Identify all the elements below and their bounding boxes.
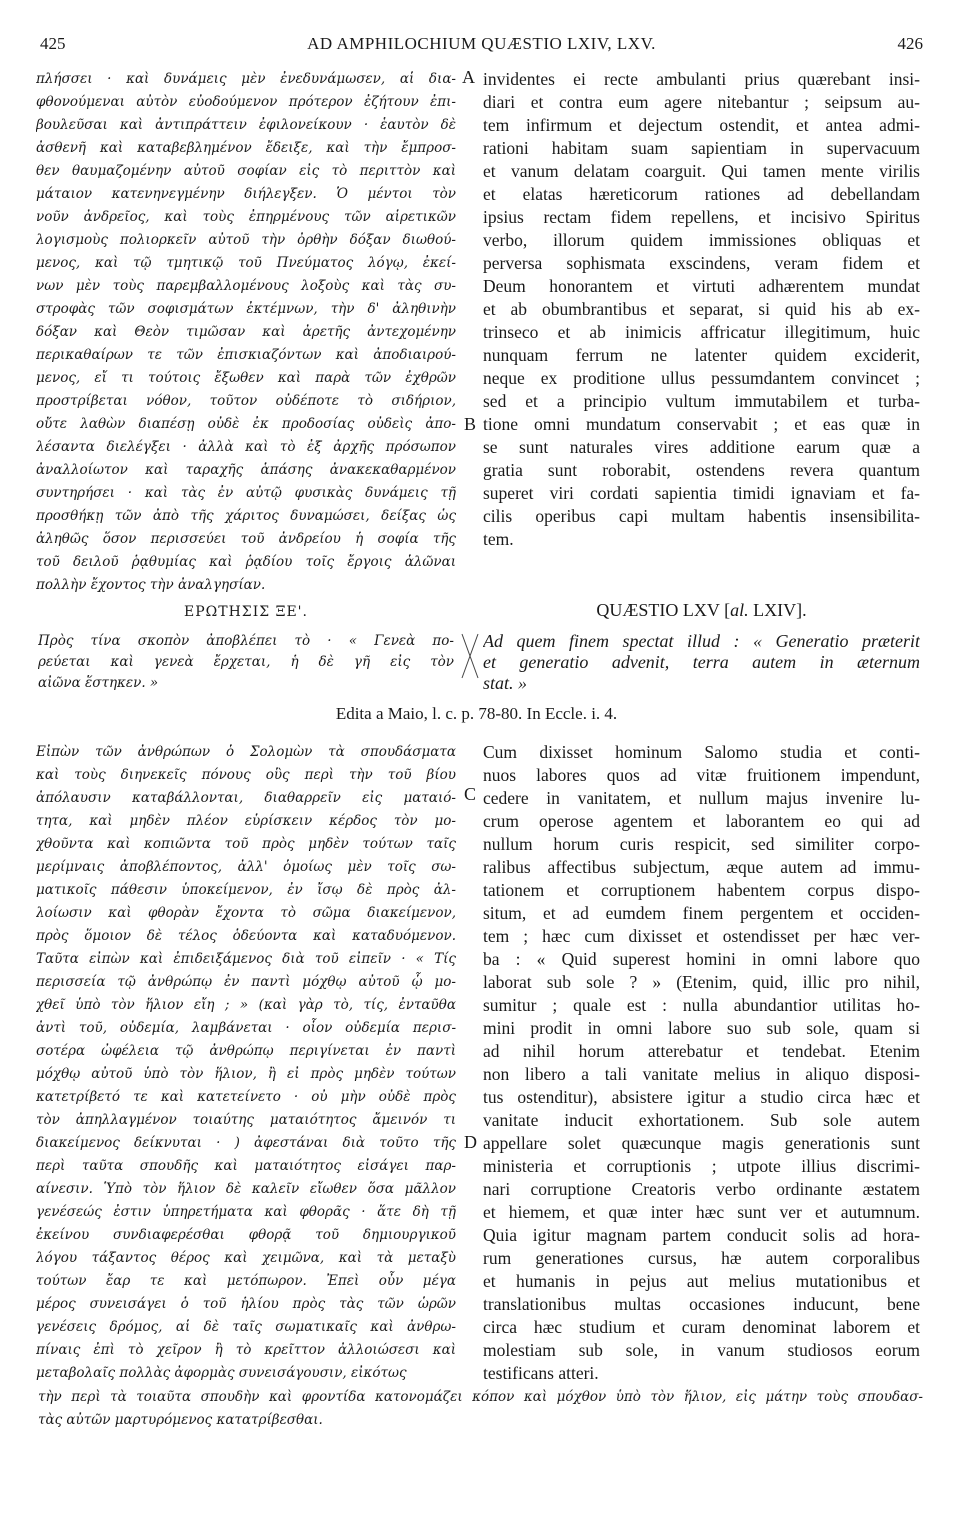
- margin-letter-a: A: [462, 67, 475, 87]
- text-line: rum generationes cursus, hæ autem corporalibus: [483, 1248, 920, 1268]
- text-line: Cum dixisset hominum Salomo studia et conti-: [483, 742, 920, 762]
- text-line: ἀπόλαυσιν καταβάλλονται, διαθαρρεῖν εἰς ματαιό-: [36, 790, 456, 806]
- text-line: translationibus multas occasiones inducunt, bene: [483, 1294, 920, 1314]
- text-line: cilis operibus capi multam habentis insensibilita-: [483, 506, 920, 526]
- text-line: Εἰπὼν τῶν ἀνθρώπων ὁ Σολομὼν τὰ σπουδάσματα: [36, 744, 456, 760]
- margin-letter-c: C: [464, 784, 477, 804]
- text-line: ματικοῖς πάθεσιν ὑποκείμενον, ἐν ἴσῳ δὲ πρὸς ἀλ-: [36, 882, 456, 898]
- running-header: [40, 34, 923, 64]
- text-line: non libero a tali vanitate melius in aliquo disposi-: [483, 1064, 920, 1084]
- text-line: πίναις ἐπὶ τὸ χεῖρον ἢ τὸ κρεῖττον ἀλλοιώσεσι καὶ: [36, 1342, 456, 1358]
- text-line: et ab obumbrantibus et separat, si quid his ab ex-: [483, 299, 920, 319]
- text-line: ministeria et corruptionis ; utpote illius discrimi-: [483, 1156, 920, 1176]
- text-line: χθοῦντα καὶ κοπιῶντα τοῦ πρὸς μηδὲν τούτων ταῖς: [36, 836, 456, 852]
- text-line: ἐκείνου συνδιαφερέσθαι φθορᾷ τοῦ δημιουργικοῦ: [36, 1227, 456, 1243]
- text-line: μάταιον κατενηνεγμένην διήλεγξεν. Ὁ μέντοι τὸν: [36, 186, 456, 202]
- text-line: Quia igitur magnam partem conducit solis ad hora-: [483, 1225, 920, 1245]
- text-line: ἀντὶ τοῦ, οὐδεμία, λαμβάνεται · οἷον οὐδεμία περισ-: [36, 1020, 456, 1036]
- text-line: πρὸς ὅμοιον δὲ τέλος ὁδεύοντα καὶ καταδυόμενον.: [36, 928, 456, 944]
- text-line: vanitate inducit exhortationem. Sub sole autem: [483, 1110, 920, 1130]
- text-line: συντηρήσει · καὶ τὰς ἐν αὐτῷ φυσικὰς δυνάμεις τῇ: [36, 485, 456, 501]
- q65-latin-column: [483, 741, 920, 1385]
- text-line: cedere in vanitatem, et nullum majus invenire lu-: [483, 788, 920, 808]
- text-line: invidentes ei recte ambulanti prius quærebant insi-: [483, 69, 920, 89]
- text-line: τοῦ δειλοῦ ῥᾳθυμίας καὶ ῥᾳδίου τοῖς ἔργοις ἁλῶναι: [36, 554, 456, 570]
- text-line: γενέσεις δρόμος, αἱ δὲ ταῖς σωματικαῖς καὶ ἀνθρω-: [36, 1319, 456, 1335]
- text-line: se sunt naturales vires additione earum quæ a: [483, 437, 920, 457]
- text-line: perversa sophismata exscindens, veram fidem et: [483, 253, 920, 273]
- text-line: tationem et corruptionem habentem corpus dispo-: [483, 880, 920, 900]
- text-line: Ad quem finem spectat illud : « Generatio præterit: [483, 631, 920, 651]
- text-line: et hiemem, et quæ inter hæc sunt ver et autumnum.: [483, 1202, 920, 1222]
- latin-question: [483, 631, 920, 694]
- q64-latin-column: [483, 68, 920, 551]
- text-line: πολλὴν ἔχοντος τὴν ἀναλγησίαν.: [36, 577, 266, 593]
- text-line: μενος, καὶ τῷ τμητικῷ τοῦ Πνεύματος λόγῳ, ἐκεί-: [36, 255, 456, 271]
- text-line: et vanum delatam coarguit. Qui tamen mente virilis: [483, 161, 920, 181]
- text-line: διακείμενος δείκνυται · ) ἀφεστάναι διὰ τοῦτο τῆς: [36, 1135, 456, 1151]
- text-line: Ταῦτα εἰπὼν καὶ ἐπιδειξάμενος διὰ τοῦ εἰπεῖν · « Τίς: [36, 951, 456, 967]
- text-line: sumitur ; quale est : nulla abundantior utilitas ho-: [483, 995, 920, 1015]
- text-line: ρεύεται καὶ γενεὰ ἔρχεται, ἡ δὲ γῆ εἰς τὸν: [38, 654, 454, 670]
- text-line: diari et contra eum agere nitebantur ; seipsum au-: [483, 92, 920, 112]
- text-line: ἀληθῶς ὅσον περισσεύει τοῦ ἀνδρείου ἡ σοφία τῆς: [36, 531, 456, 547]
- text-line: γενέσεώς ἐστιν ὑπηρετήματα καὶ φθορᾶς · ἅτε δὴ τῇ: [36, 1204, 456, 1220]
- text-line: περισσεία τῷ ἀνθρώπῳ ἐν παντὶ μόχθῳ αὐτοῦ ᾧ μο-: [36, 974, 456, 990]
- text-line: verbo, illorum quidem immissiones obliquas et: [483, 230, 920, 250]
- text-line: περικαθαίρων τε τῶν ἐπισκιαζόντων καὶ ἀποδιαιρού-: [36, 347, 456, 363]
- text-line: rationi habitam suam sapientiam in supervacuum: [483, 138, 920, 158]
- text-line: λογισμοὺς πολιορκεῖν αὐτοῦ τὴν ὀρθὴν δόξαν διωθού-: [36, 232, 456, 248]
- text-line: ralibus affectibus subjectum, æque autem ad immu-: [483, 857, 920, 877]
- text-line: τὸν ἀπηλλαγμένον τοιαύτης ματαιότητος ἄμεινόν τι: [36, 1112, 456, 1128]
- text-line: μενος, εἴ τι τούτοις ἔξωθεν καὶ παρὰ τῶν ἐχθρῶν: [36, 370, 456, 386]
- text-line: προστρίβεται νόθον, τοῦτον οὐδέποτε τὸ σιδήριον,: [36, 393, 456, 409]
- text-line: μόχθῳ αὐτοῦ ὑπὸ τὸν ἥλιον, ἢ εἰ πρὸς μηδὲν τούτων: [36, 1066, 456, 1082]
- text-line: ἀσθενῆ καὶ καταβεβλημένον ἔδειξε, καὶ τὴν ἔμπροσ-: [36, 140, 456, 156]
- text-line: situm, et ad eumdem finem pergentem et occiden-: [483, 903, 920, 923]
- text-line: αἰῶνα ἕστηκεν. »: [38, 675, 159, 691]
- text-line: λόγου τάξαντος θέρος καὶ χειμῶνα, καὶ τὰ μεταξὺ: [36, 1250, 456, 1266]
- text-line: tus ostenditur), absistere igitur a studio circa hæc et: [483, 1087, 920, 1107]
- text-line: tione omni mundatum conservabit ; et eas quæ in: [483, 414, 920, 434]
- text-line: αίνεσιν. Ὑπὸ τὸν ἥλιον δὲ καλεῖν εἴωθεν ὅσα μᾶλλον: [36, 1181, 456, 1197]
- text-line: sed et a principio vultum immutabilem et turba-: [483, 391, 920, 411]
- page-number-right: 426: [897, 34, 923, 53]
- text-line: λέσαντα διελέγξει · ἀλλὰ καὶ τὸ ἐξ ἀρχῆς πρόσωπον: [36, 439, 456, 455]
- text-line: νων μὲν τοὺς παρεμβαλλομένους λοξοὺς καὶ τὰς συ-: [36, 278, 456, 294]
- text-line: πλήσσει · καὶ δυνάμεις μὲν ἐνεδυνάμωσεν, αἱ δια-: [36, 71, 456, 87]
- text-line: μερίμναις ἀποβλέποντος, ἀλλ' ὁμοίως μὲν τοῖς σω-: [36, 859, 456, 875]
- q64-greek-column: [36, 68, 456, 597]
- text-line: nullum horum curis respicit, sed similiter corpo-: [483, 834, 920, 854]
- text-line: circa hæc studium et curam denominat laborem et: [483, 1317, 920, 1337]
- text-line: et humanis in pejus aut melius mutationibus et: [483, 1271, 920, 1291]
- text-line: stat. »: [483, 673, 528, 693]
- text-line: σοτέρα ὠφέλεια τῷ ἀνθρώπῳ περιγίνεται ἐν παντὶ: [36, 1043, 456, 1059]
- text-line: tem infirmum et dejectum ostendit, et antea admi-: [483, 115, 920, 135]
- margin-letter-d: D: [464, 1132, 477, 1152]
- text-line: προσθήκῃ τῶν ἀπὸ τῆς χάριτος δυναμώσει, δείξας ὡς: [36, 508, 456, 524]
- text-line: Deum honorantem et virtuti adhærentem mundat: [483, 276, 920, 296]
- text-line: μεταβολαῖς πολλὰς ἀφορμὰς συνεισάγουσιν, εἰκότως: [36, 1365, 407, 1381]
- greek-question: [38, 631, 454, 694]
- text-line: superet viri cordati sapientia timidi ignaviam et fa-: [483, 483, 920, 503]
- text-line: appellare solet quæcunque magis generationis sunt: [483, 1133, 920, 1153]
- text-line: τητα, καὶ μηδὲν πλέον εὑρίσκειν κέρδος τὸν μο-: [36, 813, 456, 829]
- cross-mark-icon: [460, 632, 480, 682]
- q65-greek-column: [36, 741, 456, 1385]
- text-line: Πρὸς τίνα σκοπὸν ἀποβλέπει τὸ · « Γενεὰ πο-: [38, 633, 454, 649]
- text-line: et elatas hæreticorum rationes ad debellandam: [483, 184, 920, 204]
- text-line: ba : « Quid superest homini in omni labore quo: [483, 949, 920, 969]
- text-line: gratia sunt roborabit, ostendens revera quantum: [483, 460, 920, 480]
- running-title: AD AMPHILOCHIUM QUÆSTIO LXIV, LXV.: [307, 34, 656, 53]
- text-line: περὶ ταῦτα σπουδῆς καὶ ματαιότητος εἰσάγει παρ-: [36, 1158, 456, 1174]
- text-line: μέρος συνεισάγει ὁ τοῦ ἡλίου πρὸς τὰς τῶν ὡρῶν: [36, 1296, 456, 1312]
- text-line: ipsius rectam fidem repellens, et incisivo Spiritus: [483, 207, 920, 227]
- edition-note: Edita a Maio, l. c. p. 78-80. In Eccle. i. 4.: [335, 704, 618, 723]
- text-line: et generatio advenit, terra autem in æternum: [483, 652, 920, 672]
- text-line: tem.: [483, 529, 514, 549]
- latin-section-heading: QUÆSTIO LXV [al. LXIV].: [596, 600, 807, 620]
- text-line: crum operose agentem et laborantem eo qui ad: [483, 811, 920, 831]
- text-line: καὶ τοὺς διηνεκεῖς πόνους οὓς περὶ τὴν τοῦ βίου: [36, 767, 456, 783]
- text-line: τούτων ἔαρ τε καὶ μετόπωρον. Ἐπεὶ οὖν μέγα: [36, 1273, 456, 1289]
- text-line: neque ex proditione ullus pessumdantem convincet ;: [483, 368, 920, 388]
- text-line: τὴν περὶ τὰ τοιαῦτα σπουδὴν καὶ φροντίδα κατονομάζει κόπον καὶ μόχθον ὑπὸ τὸν ἥλιον, εἰς μάτην τοὺς σπουδασ-: [38, 1389, 923, 1405]
- text-line: κατετρίβετό τε καὶ κατετείνετο · οὐ μὴν οὐδὲ πρὸς: [36, 1089, 456, 1105]
- greek-tail-fullwidth: [38, 1386, 923, 1432]
- text-line: νοῦν ἀνδρεῖος, καὶ τοὺς ἐπηρμένους τῶν αἱρετικῶν: [36, 209, 456, 225]
- text-line: tem ; hæc cum dixisset et ostendisset per hæc ver-: [483, 926, 920, 946]
- text-line: testificans atteri.: [483, 1363, 599, 1383]
- text-line: nari corruptione Creatoris verbo ordinante æstatem: [483, 1179, 920, 1199]
- text-line: βουλεῦσαι καὶ ἀντιπράττειν ἐφιλονείκουν · ἑαυτὸν δὲ: [36, 117, 456, 133]
- text-line: laborat sub sole ? » (Etenim, quid, illic pro nihil,: [483, 972, 920, 992]
- text-line: φθονούμεναι αὐτὸν εὐοδούμενον πρότερον ἐζήτουν ἐπι-: [36, 94, 456, 110]
- text-line: τὰς αὐτῶν μαρτυρόμενος κατατρίβεσθαι.: [38, 1412, 323, 1428]
- text-line: δόξαν καὶ Θεὸν τιμῶσαν καὶ ἀρετῆς ἀντεχομένην: [36, 324, 456, 340]
- text-line: trinseco et ab inimicis affricatur illegitimum, huic: [483, 322, 920, 342]
- page-number-left: 425: [40, 34, 66, 53]
- text-line: nuos labores quos ad vitæ fruitionem impendunt,: [483, 765, 920, 785]
- text-line: molestiam sub sole, in vanum studiosos eorum: [483, 1340, 920, 1360]
- text-line: στροφὰς τῶν σοφισμάτων ἐκτέμνων, τὴν δ' ἀληθινὴν: [36, 301, 456, 317]
- greek-section-heading: ΕΡΩΤΗΣΙΣ ΞΕ'.: [184, 604, 308, 620]
- text-line: οὔτε λαθὼν διαπέσῃ οὐδὲ ἐκ προδοσίας οὐδεὶς ἀπο-: [36, 416, 456, 432]
- margin-letter-b: B: [464, 414, 477, 434]
- text-line: mini prodit in omni labore suo sub sole, quam si: [483, 1018, 920, 1038]
- text-line: λοίωσιν καὶ φθορὰν ἔχοντα τὸ σῶμα διακείμενον,: [36, 905, 456, 921]
- text-line: ἀναλλοίωτον καὶ ταραχῆς ἁπάσης ἀνακεκαθαρμένον: [36, 462, 456, 478]
- text-line: θεν θαυμαζομένην αὐτοῦ σοφίαν εἰς τὸ περιττὸν καὶ: [36, 163, 456, 179]
- text-line: ad nihil horum atterebatur et tendebat. Etenim: [483, 1041, 920, 1061]
- text-line: nunquam ferrum ne latenter quidem exciderit,: [483, 345, 920, 365]
- text-line: χθεῖ ὑπὸ τὸν ἥλιον εἴη ; » (καὶ γὰρ τὸ, τίς, ἐνταῦθα: [36, 997, 456, 1013]
